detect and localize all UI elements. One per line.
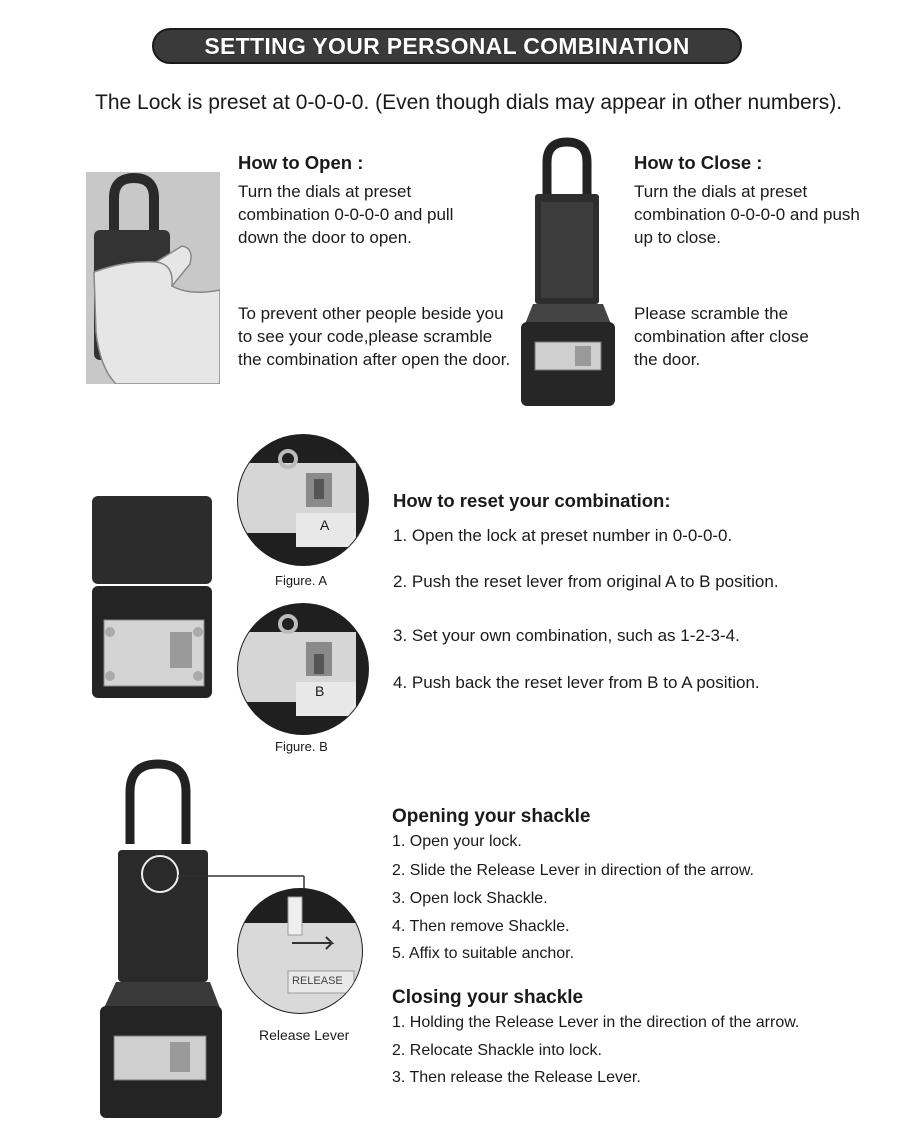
- list-item: 1. Holding the Release Lever in the direction of the arrow.: [392, 1014, 800, 1031]
- closing-shackle-heading: Closing your shackle: [392, 987, 584, 1008]
- list-item: 3. Then release the Release Lever.: [392, 1069, 641, 1086]
- page-title: SETTING YOUR PERSONAL COMBINATION: [204, 32, 690, 59]
- open-note: To prevent other people beside you to see your code,please scramble the combination after open the door.: [238, 304, 511, 369]
- reset-heading: How to reset your combination:: [393, 490, 671, 511]
- list-item: 3. Open lock Shackle.: [392, 890, 548, 907]
- opening-shackle-heading: Opening your shackle: [392, 806, 591, 827]
- open-lock-photo: [86, 172, 220, 384]
- list-item: 1. Open your lock.: [392, 833, 522, 850]
- open-box-photo: [90, 494, 216, 700]
- release-label: RELEASE: [292, 975, 343, 987]
- release-lever-circle: [236, 887, 364, 1015]
- figure-a-caption: Figure. A: [275, 573, 328, 588]
- close-text: Turn the dials at preset combination 0-0-0-0 and push up to close.: [634, 182, 860, 247]
- list-item: 3. Set your own combination, such as 1-2-3-4.: [393, 626, 740, 645]
- label-b: B: [315, 683, 325, 699]
- open-text: Turn the dials at preset combination 0-0-0-0 and pull down the door to open.: [238, 182, 454, 247]
- close-note: Please scramble the combination after close the door.: [634, 304, 809, 369]
- list-item: 2. Slide the Release Lever in direction of the arrow.: [392, 862, 754, 879]
- list-item: 1. Open the lock at preset number in 0-0-0-0.: [393, 526, 733, 545]
- close-lock-photo: [515, 136, 621, 408]
- list-item: 2. Push the reset lever from original A to B position.: [393, 572, 779, 591]
- label-a: A: [320, 517, 330, 533]
- release-lever-caption: Release Lever: [259, 1027, 350, 1043]
- figure-b-caption: Figure. B: [275, 739, 328, 754]
- title-banner: [152, 28, 742, 64]
- figure-b-circle: [236, 602, 370, 736]
- list-item: 4. Then remove Shackle.: [392, 918, 570, 935]
- figure-a-circle: [236, 433, 370, 567]
- intro-text: The Lock is preset at 0-0-0-0. (Even though dials may appear in other numbers).: [95, 91, 843, 114]
- open-heading: How to Open :: [238, 152, 364, 173]
- close-heading: How to Close :: [634, 152, 763, 173]
- list-item: 5. Affix to suitable anchor.: [392, 945, 575, 962]
- list-item: 4. Push back the reset lever from B to A position.: [393, 673, 760, 692]
- list-item: 2. Relocate Shackle into lock.: [392, 1042, 602, 1059]
